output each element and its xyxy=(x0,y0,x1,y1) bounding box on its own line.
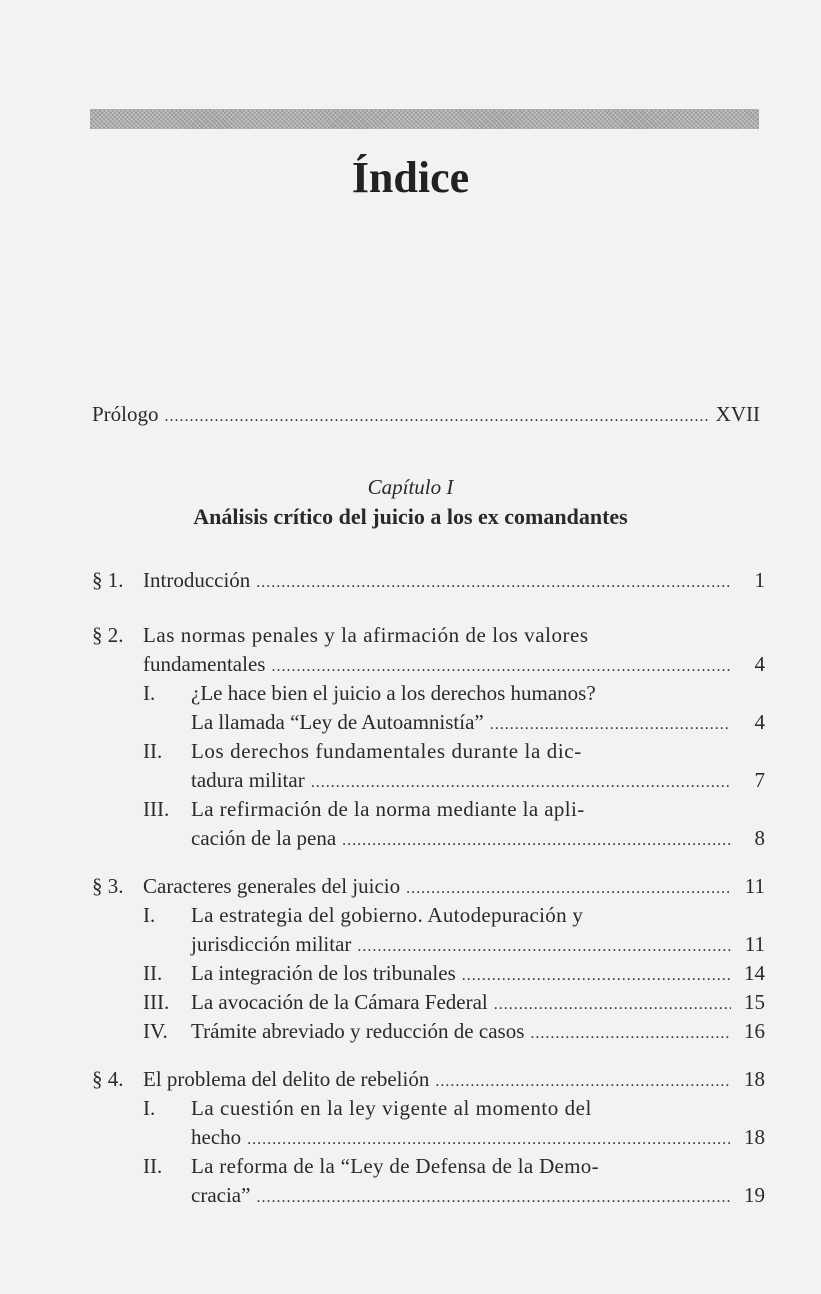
page-number: 1 xyxy=(754,568,765,592)
dot-leader xyxy=(494,996,731,1014)
chapter-title: Análisis crítico del juicio a los ex comandantes xyxy=(193,504,628,529)
page-number: 18 xyxy=(744,1067,765,1091)
entry-label-line[interactable]: La estrategia del gobierno. Autodepuración y xyxy=(191,903,584,927)
entry-label: La avocación de la Cámara Federal xyxy=(191,990,488,1014)
subsection-marker: III. xyxy=(143,990,170,1014)
page-number: XVII xyxy=(715,402,760,426)
subsection-marker: IV. xyxy=(143,1019,168,1043)
entry-label-line[interactable]: ¿Le hace bien el juicio a los derechos humanos? xyxy=(191,681,596,705)
page-number: 11 xyxy=(744,874,765,898)
dot-leader xyxy=(530,1025,731,1043)
toc-entry-section-2[interactable] xyxy=(143,652,765,677)
entry-label: hecho xyxy=(191,1125,242,1149)
page-number: 15 xyxy=(744,990,765,1014)
entry-label: Caracteres generales del juicio xyxy=(143,874,401,898)
dot-leader xyxy=(435,1073,731,1091)
toc-entry-section-1[interactable] xyxy=(143,568,765,593)
subsection-marker: I. xyxy=(143,1096,156,1120)
page-number: 7 xyxy=(754,768,765,792)
dot-leader xyxy=(406,880,731,898)
entry-label: La llamada “Ley de Autoamnistía” xyxy=(191,710,484,734)
entry-label: cación de la pena xyxy=(191,826,337,850)
subsection-marker: II. xyxy=(143,1154,163,1178)
dot-leader xyxy=(165,408,710,426)
entry-label-line[interactable]: La reforma de la “Ley de Defensa de la Demo- xyxy=(191,1154,599,1178)
toc-entry-subsection[interactable] xyxy=(191,1019,765,1044)
entry-label: jurisdicción militar xyxy=(191,932,352,956)
section-marker: § 3. xyxy=(92,874,124,898)
entry-label: Prólogo xyxy=(92,402,159,426)
page-number: 4 xyxy=(754,652,765,676)
subsection-marker: I. xyxy=(143,681,156,705)
entry-label-line[interactable]: La refirmación de la norma mediante la apli- xyxy=(191,797,585,821)
page-title: Índice xyxy=(351,153,470,202)
entry-label: Trámite abreviado y reducción de casos xyxy=(191,1019,525,1043)
entry-label: fundamentales xyxy=(143,652,266,676)
entry-label: tadura militar xyxy=(191,768,305,792)
dot-leader xyxy=(256,1189,731,1207)
dot-leader xyxy=(256,574,731,592)
page-number: 4 xyxy=(754,710,765,734)
dot-leader xyxy=(490,716,731,734)
subsection-marker: II. xyxy=(143,739,163,763)
dot-leader xyxy=(462,967,731,985)
entry-label: Introducción xyxy=(143,568,251,592)
toc-entry-section-3[interactable] xyxy=(143,874,765,899)
entry-label: cracia” xyxy=(191,1183,251,1207)
entry-label: El problema del delito de rebelión xyxy=(143,1067,430,1091)
page-number: 8 xyxy=(754,826,765,850)
dot-leader xyxy=(271,658,731,676)
page-number: 14 xyxy=(744,961,765,985)
toc-entry-subsection[interactable] xyxy=(191,932,765,957)
section-marker: § 2. xyxy=(92,623,124,647)
dot-leader xyxy=(357,938,731,956)
section-marker: § 4. xyxy=(92,1067,124,1091)
subsection-marker: II. xyxy=(143,961,163,985)
page-number: 11 xyxy=(744,932,765,956)
toc-entry-section-4[interactable] xyxy=(143,1067,765,1092)
page-number: 18 xyxy=(744,1125,765,1149)
page-number: 19 xyxy=(744,1183,765,1207)
entry-label-line[interactable]: Los derechos fundamentales durante la dic- xyxy=(191,739,582,763)
dot-leader xyxy=(342,832,731,850)
subsection-marker: III. xyxy=(143,797,170,821)
header-band xyxy=(90,109,759,129)
subsection-marker: I. xyxy=(143,903,156,927)
toc-entry-subsection[interactable] xyxy=(191,826,765,851)
toc-entry-subsection[interactable] xyxy=(191,1125,765,1150)
entry-label-line[interactable]: Las normas penales y la afirmación de los valores xyxy=(143,623,589,647)
dot-leader xyxy=(311,774,731,792)
section-marker: § 1. xyxy=(92,568,124,592)
toc-entry-subsection[interactable] xyxy=(191,961,765,986)
entry-label-line[interactable]: La cuestión en la ley vigente al momento del xyxy=(191,1096,592,1120)
toc-entry-subsection[interactable] xyxy=(191,990,765,1015)
toc-entry-subsection[interactable] xyxy=(191,710,765,735)
entry-label: La integración de los tribunales xyxy=(191,961,456,985)
toc-entry-subsection[interactable] xyxy=(191,768,765,793)
toc-entry-subsection[interactable] xyxy=(191,1183,765,1208)
page-number: 16 xyxy=(744,1019,765,1043)
toc-entry-prologue[interactable] xyxy=(92,402,760,427)
chapter-label: Capítulo I xyxy=(367,475,454,499)
dot-leader xyxy=(247,1131,731,1149)
